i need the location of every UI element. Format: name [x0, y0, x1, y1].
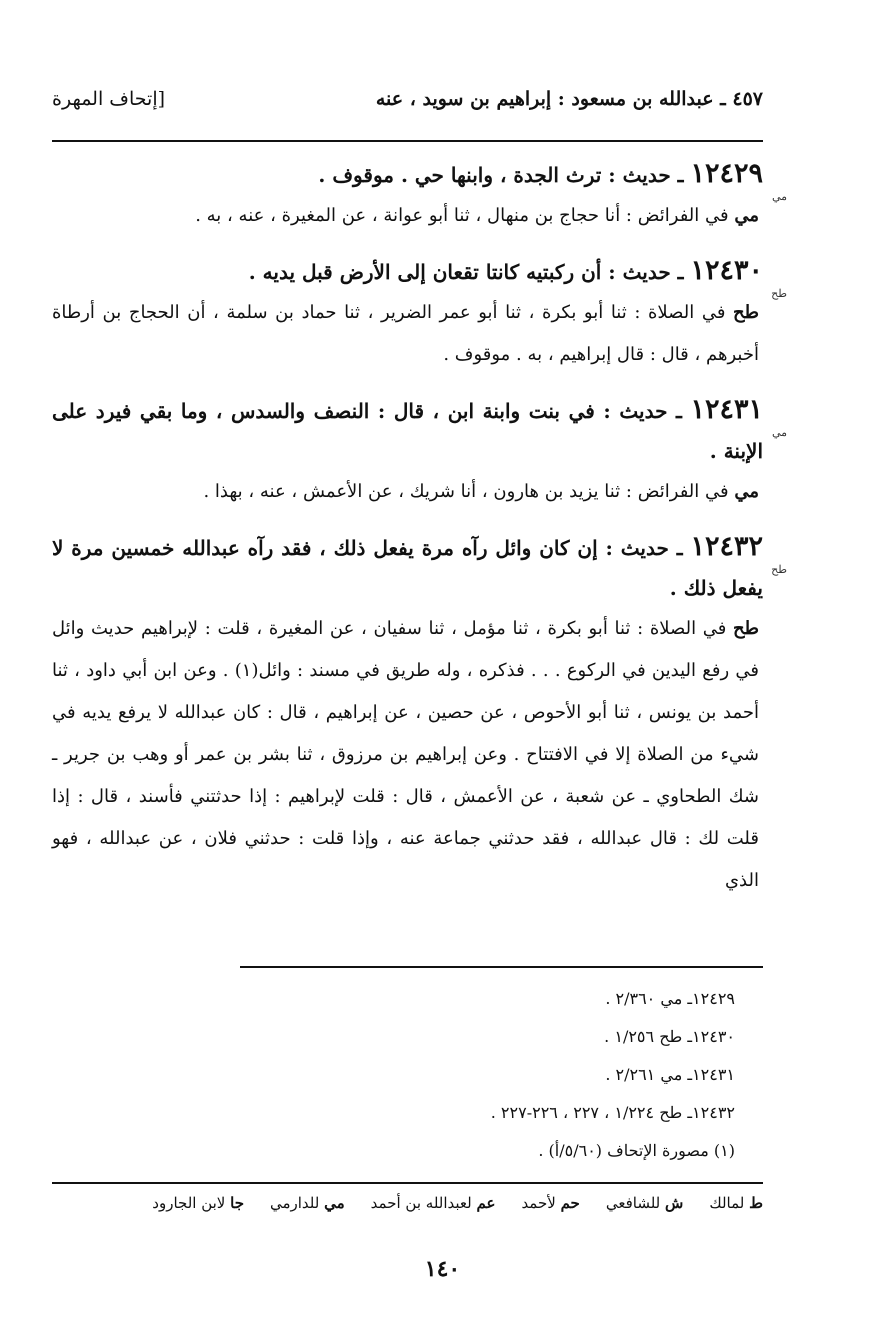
legend-item: [521, 1194, 579, 1212]
legend-rule: [52, 1182, 763, 1184]
footnote-item: ١٢٤٣٢ـ طح ١/٢٢٤ ، ٢٢٧ ، ٢٢٦-٢٢٧ .: [490, 1103, 735, 1122]
header-book-title: [إتحاف المهرة: [52, 88, 166, 110]
hadith-matn: إن كان وائل رآه مرة يفعل ذلك ، فقد رآه عبدالله خمسين مرة لا يفعل ذلك .: [52, 536, 763, 600]
hadith-matn: ترث الجدة ، وابنها حي . موقوف .: [318, 163, 602, 187]
footnotes: [100, 980, 735, 1170]
legend-item: [371, 1194, 496, 1212]
hadith-label: ـ حديث :: [601, 163, 691, 187]
legend-code: حم: [560, 1194, 580, 1212]
footnote-item: ١٢٤٣٠ـ طح ١/٢٥٦ .: [604, 1027, 735, 1046]
running-header: [52, 88, 763, 122]
legend-name: لعبدالله بن أحمد: [370, 1194, 477, 1212]
hadith-number: ١٢٤٣٢: [690, 531, 763, 562]
hadith-entry: [52, 527, 787, 902]
hadith-label: ـ حديث :: [597, 536, 691, 560]
source-code: طح: [733, 618, 759, 639]
header-title: ٤٥٧ ـ عبدالله بن مسعود : إبراهيم بن سويد ، عنه: [375, 88, 763, 110]
legend-name: لمالك: [709, 1194, 750, 1212]
main-text: [52, 154, 787, 916]
source-tag: مي: [771, 190, 787, 203]
legend-code: ش: [665, 1194, 684, 1212]
legend-name: للشافعي: [605, 1194, 666, 1212]
isnad-text: في الصلاة : ثنا أبو بكرة ، ثنا أبو عمر الضرير ، ثنا حماد بن سلمة ، أن الحجاج بن أرطاة أخبرهم ، قال : قال إبراهيم ، به . موقوف .: [52, 302, 759, 365]
hadith-number: ١٢٤٣٠: [690, 255, 763, 286]
hadith-number: ١٢٤٢٩: [690, 158, 763, 189]
hadith-text: [52, 251, 763, 292]
source-tag: طح: [771, 287, 787, 300]
legend-code: جا: [230, 1194, 244, 1212]
isnad-text: في الصلاة : ثنا أبو بكرة ، ثنا مؤمل ، ثنا سفيان ، عن المغيرة ، قلت : لإبراهيم حديث وائل في رفع اليدين في الركوع . . . فذكره ، وله طريق في مسند : وائل(١) . وعن ابن أبي داود ، ثنا أحمد بن يونس ، ثنا أبو الأحوص ، عن حصين ، عن إبراهيم ، قال : كان عبدالله لا يرفع يديه في شيء من الصلاة إلا في الافتتاح . وعن إبراهيم بن مرزوق ، ثنا بشر بن عمر أو وهب بن جرير ـ شك الطحاوي ـ عن شعبة ، عن الأعمش ، قال : قلت لإبراهيم : إذا حدثتني فأسند ، قال : إذا قلت لك : قال عبدالله ، فقد حدثني جماعة عنه ، وإذا قلت : حدثني فلان ، عن عبدالله ، فهو الذي: [52, 618, 759, 891]
hadith-text: [52, 527, 763, 608]
legend-item: [709, 1194, 763, 1212]
legend-item: [152, 1194, 244, 1212]
hadith-entry: [52, 251, 787, 376]
page-number: ١٤٠: [424, 1256, 461, 1282]
source-code: مي: [734, 481, 759, 502]
hadith-label: ـ حديث :: [594, 399, 691, 423]
hadith-entry: [52, 154, 787, 237]
legend-code: ط: [749, 1194, 763, 1212]
hadith-matn: في بنت وابنة ابن ، قال : النصف والسدس ، وما بقي فيرد على الإبنة .: [52, 399, 763, 463]
footnote-item: (١) مصورة الإتحاف (٥/٦٠/أ) .: [538, 1141, 735, 1160]
hadith-text: [52, 154, 763, 195]
hadith-text: [52, 390, 763, 471]
isnad-text: في الفرائض : ثنا يزيد بن هارون ، أنا شريك ، عن الأعمش ، عنه ، بهذا .: [203, 481, 735, 502]
isnad-chain: [52, 608, 763, 902]
footnote-item: ١٢٤٣١ـ مي ٢/٢٦١ .: [605, 1065, 735, 1084]
isnad-chain: [52, 195, 763, 237]
legend-name: لابن الجارود: [152, 1194, 231, 1212]
legend-name: لأحمد: [521, 1194, 561, 1212]
abbreviation-legend: [52, 1194, 763, 1212]
isnad-chain: [52, 292, 763, 376]
hadith-label: ـ حديث :: [601, 260, 691, 284]
header-rule: [52, 140, 763, 142]
hadith-matn: أن ركبتيه كانتا تقعان إلى الأرض قبل يديه .: [248, 260, 602, 284]
source-tag: مي: [771, 426, 787, 439]
hadith-entry: [52, 390, 787, 513]
footnote-rule: [240, 966, 763, 968]
legend-code: عم: [476, 1194, 496, 1212]
source-code: طح: [733, 302, 759, 323]
footnote-item: ١٢٤٢٩ـ مي ٢/٣٦٠ .: [605, 989, 735, 1008]
legend-code: مي: [324, 1194, 345, 1212]
source-tag: طح: [771, 563, 787, 576]
legend-item: [270, 1194, 345, 1212]
source-code: مي: [734, 205, 759, 226]
legend-item: [606, 1194, 683, 1212]
isnad-chain: [52, 471, 763, 513]
hadith-number: ١٢٤٣١: [690, 394, 763, 425]
isnad-text: في الفرائض : أنا حجاج بن منهال ، ثنا أبو عوانة ، عن المغيرة ، عنه ، به .: [195, 205, 735, 226]
legend-name: للدارمي: [269, 1194, 325, 1212]
